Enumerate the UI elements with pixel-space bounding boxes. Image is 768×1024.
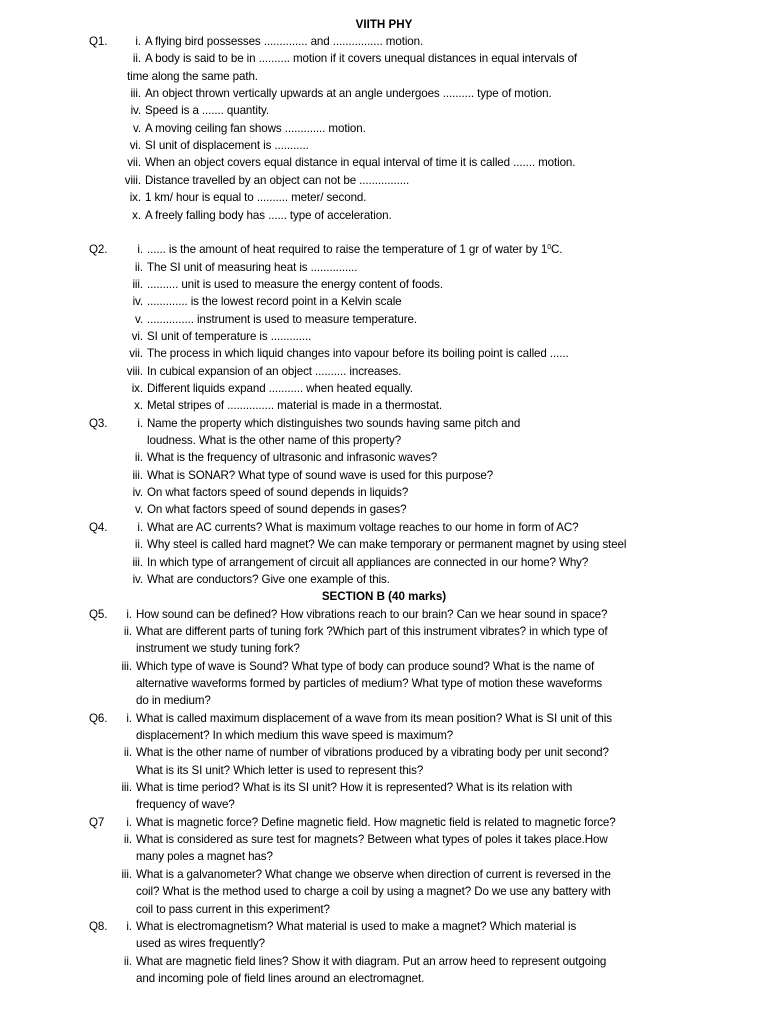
q1-item-text [145, 207, 392, 224]
q2-item-text [147, 328, 311, 345]
q2-item-text [147, 276, 443, 293]
item-text: What is the other name of number of vibrations produced by a vibrating body per unit second? [136, 746, 609, 760]
q6-item-number: i. [126, 711, 132, 725]
item-text: Different liquids expand ........... when heated equally. [147, 382, 413, 395]
q3-item-number: i. [137, 416, 143, 430]
q1-item-number: iii. [130, 87, 141, 101]
q1-item-number: vi. [129, 139, 141, 153]
item-text: What is its SI unit? Which letter is used to represent this? [136, 763, 424, 777]
item-text: What is considered as sure test for magnets? Between what types of poles it takes place.How [136, 833, 608, 847]
q7-item-number: ii. [123, 833, 132, 847]
q4-item-number: iv. [132, 572, 143, 586]
q2-item-number: ix. [131, 382, 143, 395]
q4-item-number: i. [137, 520, 143, 534]
q2-item-number: iv. [132, 295, 143, 309]
q6-item-text [136, 796, 235, 813]
q8-number: Q8. [89, 919, 108, 933]
q2-item-text [147, 293, 402, 310]
q1-item-text [145, 120, 366, 137]
q1-item-text [145, 137, 309, 154]
item-text: What is magnetic force? Define magnetic field. How magnetic field is related to magnetic force? [136, 815, 616, 829]
q5-item-text [136, 675, 602, 692]
item-text: An object thrown vertically upwards at an angle undergoes .......... type of motion. [145, 87, 552, 101]
q2-item-number: v. [135, 312, 143, 326]
q4-number: Q4. [89, 520, 108, 534]
item-text: What is a galvanometer? What change we observe when direction of current is reversed in the [136, 867, 611, 881]
q5-item-text [136, 640, 300, 657]
superscript: 0 [547, 244, 551, 252]
q7-number: Q7 [89, 815, 105, 829]
q5-item-number: i. [126, 607, 132, 621]
q5-item-text [136, 658, 594, 675]
q7-item-text [136, 814, 616, 831]
q1-number: Q1. [89, 35, 108, 48]
q1-item-text [145, 102, 269, 119]
q8-item-text [136, 953, 606, 970]
item-text: When an object covers equal distance in equal interval of time it is called ....... motion. [145, 156, 576, 170]
item-text: What is called maximum displacement of a wave from its mean position? What is SI unit of this [136, 711, 612, 725]
q1-item-number: vii. [127, 156, 141, 170]
q2-item-text [147, 311, 417, 328]
q1-item-number: viii. [124, 173, 141, 187]
q3-item-text [147, 432, 401, 449]
q8-item-text [136, 935, 265, 952]
q2-item-number: vi. [131, 329, 143, 343]
q5-item-number: ii. [123, 624, 132, 638]
q7-item-text [136, 831, 608, 848]
q2-item-number: x. [134, 399, 143, 413]
item-text: ............... instrument is used to measure temperature. [147, 312, 417, 326]
q1-item-text [145, 50, 577, 67]
item-text: used as wires frequently? [136, 937, 265, 951]
item-text: SI unit of displacement is ........... [145, 139, 309, 153]
q2-item-number: vii. [129, 347, 143, 361]
item-text: A moving ceiling fan shows ............. motion. [145, 121, 366, 135]
q3-item-number: v. [135, 503, 143, 517]
item-text: displacement? In which medium this wave speed is maximum? [136, 729, 454, 742]
q1-item-number: v. [133, 121, 141, 135]
item-text: time along the same path. [127, 69, 258, 83]
q5-item-text [136, 692, 211, 709]
item-text: Why steel is called hard magnet? We can make temporary or permanent magnet by using steel [147, 538, 627, 552]
item-text: 1 km/ hour is equal to .......... meter/ second. [145, 191, 367, 205]
q6-item-text [136, 710, 612, 727]
q1-item-number: i. [135, 35, 141, 48]
item-text: What are magnetic field lines? Show it with diagram. Put an arrow heed to represent outgoing [136, 954, 607, 968]
q5-item-text [136, 606, 607, 623]
item-text: and incoming pole of field lines around an electromagnet. [136, 971, 425, 985]
q3-item-number: ii. [134, 451, 143, 465]
q3-item-text [147, 449, 437, 466]
q6-item-text [136, 779, 572, 796]
item-text: coil to pass current in this experiment? [136, 902, 330, 916]
q8-item-text [136, 970, 424, 987]
q7-item-text [136, 848, 273, 865]
q5-item-number: iii. [121, 659, 132, 673]
q5-item-text [136, 623, 607, 640]
q2-item-text [147, 380, 413, 397]
q4-item-number: iii. [132, 555, 143, 569]
section-b-heading: SECTION B (40 marks) [321, 590, 447, 604]
q2-number: Q2. [89, 243, 108, 257]
item-text: Speed is a ....... quantity. [145, 104, 269, 118]
q7-item-number: iii. [121, 867, 132, 881]
q1-item-text [145, 85, 552, 102]
q8-item-number: i. [126, 919, 132, 933]
item-text: Metal stripes of ............... material is made in a thermostat. [147, 399, 442, 413]
unit-suffix: C. [550, 243, 563, 257]
q1-item-number: ii. [132, 52, 141, 66]
q7-item-text [136, 866, 611, 883]
q7-item-text [136, 901, 330, 918]
item-text: many poles a magnet has? [136, 850, 273, 864]
item-text: How sound can be defined? How vibrations reach to our brain? Can we hear sound in space? [136, 607, 608, 621]
q3-item-number: iv. [132, 486, 143, 500]
item-text: The process in which liquid changes into vapour before its boiling point is called ...... [147, 347, 569, 361]
q4-item-text [147, 536, 626, 553]
item-text: Distance travelled by an object can not be ................ [145, 173, 410, 187]
item-text: .......... unit is used to measure the energy content of foods. [147, 277, 443, 291]
item-text: Which type of wave is Sound? What type of body can produce sound? What is the name of [136, 659, 595, 673]
q4-item-text [147, 571, 390, 588]
q4-item-text [147, 554, 588, 571]
item-text: coil? What is the method used to charge a coil by using a magnet? Do we use any battery with [136, 885, 611, 899]
item-text: alternative waveforms formed by particles of medium? What type of motion these waveforms [136, 676, 603, 690]
q2-item-number: iii. [132, 277, 143, 291]
item-text: SI unit of temperature is ............. [147, 329, 312, 343]
q1-item-text [145, 172, 409, 189]
item-text: The SI unit of measuring heat is ............... [147, 260, 358, 274]
q6-item-text [136, 744, 609, 761]
item-text: ...... is the amount of heat required to raise the temperature of 1 gr of water by 1 [147, 243, 548, 257]
q6-item-number: ii. [123, 746, 132, 760]
q1-item-number: iv. [130, 104, 141, 118]
q7-item-number: i. [126, 815, 132, 829]
q8-item-number: ii. [123, 954, 132, 968]
q1-item-text [127, 68, 258, 85]
item-text: What is electromagnetism? What material is used to make a magnet? Which material is [136, 919, 577, 933]
q6-number: Q6. [89, 711, 108, 725]
q3-number: Q3. [89, 416, 108, 430]
item-text: A flying bird possesses .............. and ................ motion. [145, 35, 424, 48]
q4-item-number: ii. [134, 538, 143, 552]
q7-item-text [136, 883, 611, 900]
q6-item-text [136, 762, 423, 779]
q4-item-text [147, 519, 578, 536]
item-text: frequency of wave? [136, 798, 235, 812]
item-text: A freely falling body has ...... type of acceleration. [145, 208, 392, 222]
item-text: loudness. What is the other name of this property? [147, 434, 402, 448]
item-text: instrument we study tuning fork? [136, 642, 300, 656]
q3-item-text [147, 415, 520, 432]
q1-item-text [145, 154, 575, 171]
q2-item-text [147, 259, 357, 276]
item-text: What is time period? What is its SI unit? How it is represented? What is its relation with [136, 781, 573, 795]
q3-item-text [147, 484, 408, 501]
item-text: On what factors speed of sound depends in gases? [147, 503, 407, 517]
q8-item-text [136, 918, 576, 935]
q2-item-text [147, 241, 562, 258]
item-text: In which type of arrangement of circuit all appliances are connected in our home? Why? [147, 555, 589, 569]
q2-item-number: ii. [134, 260, 143, 274]
q3-item-text [147, 501, 406, 518]
item-text: What are AC currents? What is maximum voltage reaches to our home in form of AC? [147, 520, 579, 534]
q6-item-text [136, 727, 453, 744]
item-text: In cubical expansion of an object .......... increases. [147, 364, 402, 378]
q6-item-number: iii. [121, 781, 132, 795]
q2-item-text [147, 345, 569, 362]
page-title: VIITH PHY [355, 18, 413, 31]
q1-item-text [145, 189, 366, 206]
q1-item-number: ix. [129, 191, 141, 205]
q5-number: Q5. [89, 607, 108, 621]
q1-item-number: x. [132, 208, 141, 222]
q3-item-number: iii. [132, 468, 143, 482]
q2-item-text [147, 363, 401, 380]
item-text: On what factors speed of sound depends in liquids? [147, 486, 409, 500]
q1-item-text [145, 33, 423, 50]
item-text: do in medium? [136, 694, 211, 708]
item-text: What is SONAR? What type of sound wave is used for this purpose? [147, 468, 494, 482]
item-text: What are different parts of tuning fork ?Which part of this instrument vibrates? in which type of [136, 624, 608, 638]
item-text: Name the property which distinguishes two sounds having same pitch and [147, 416, 521, 430]
q3-item-text [147, 467, 493, 484]
q2-item-number: viii. [126, 364, 143, 378]
item-text: What are conductors? Give one example of this. [147, 572, 390, 586]
item-text: What is the frequency of ultrasonic and infrasonic waves? [147, 451, 438, 465]
item-text: ............. is the lowest record point in a Kelvin scale [147, 295, 402, 309]
item-text: A body is said to be in .......... motion if it covers unequal distances in equal intervals of [145, 52, 578, 66]
q2-item-number: i. [137, 243, 143, 257]
q2-item-text [147, 397, 442, 414]
